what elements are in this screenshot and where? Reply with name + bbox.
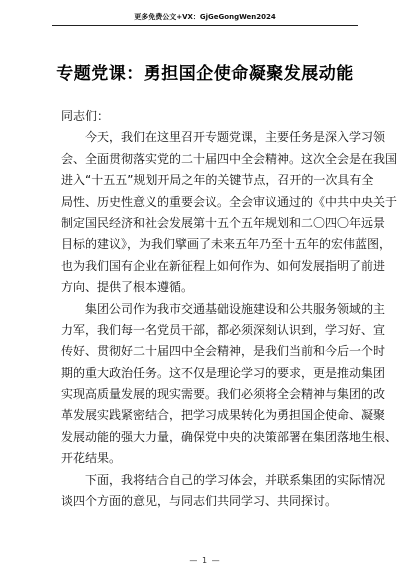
text-line: 下面，我将结合自己的学习体会，并联系集团的实际情况	[85, 472, 386, 487]
paragraph-2	[61, 299, 398, 470]
text-line: 革发展实践紧密结合，把学习成果转化为勇担国企使命、凝聚	[61, 408, 386, 423]
text-line: 制定国民经济和社会发展第十五个五年规划和二〇四〇年远景	[61, 215, 386, 230]
page-number: — 1 —	[189, 556, 221, 565]
text-line: 会、全面贯彻落实党的二十届四中全会精神。这次全会是在我国	[61, 151, 398, 166]
text-line: 局性、历史性意义的重要会议。全会审议通过的《中共中央关于	[61, 194, 398, 209]
text-line: 期的重大政治任务。这不仅是理论学习的要求，更是推动集团	[61, 365, 386, 380]
text-line: 发展动能的强大力量，确保党中央的决策部署在集团落地生根、	[61, 429, 398, 444]
text-line: 实现高质量发展的现实需要。我们必须将全会精神与集团的改	[61, 387, 386, 402]
text-line: 也为我们国有企业在新征程上如何作为、如何发展指明了前进	[61, 258, 386, 273]
text-line: 进入“十五五”规划开局之年的关键节点，召开的一次具有全	[61, 173, 374, 188]
document-body	[61, 106, 398, 512]
text-line: 力军，我们每一名党员干部，都必须深刻认识到，学习好、宣	[61, 322, 386, 337]
text-line: 开花结果。	[61, 451, 122, 466]
salutation: 同志们：	[61, 109, 110, 123]
header-note: 更多免费公文+VX：GjGeGongWen2024	[134, 13, 276, 21]
document-title: 专题党课：勇担国企使命凝聚发展动能	[56, 64, 354, 84]
text-line: 谈四个方面的意见，与同志们共同学习、共同探讨。	[61, 494, 338, 509]
text-line: 集团公司作为我市交通基础设施建设和公共服务领域的主	[85, 301, 386, 316]
paragraph-1	[61, 127, 398, 298]
header-divider	[52, 25, 358, 26]
text-line: 目标的建议》，为我们擘画了未来五年乃至十五年的宏伟蓝图，	[61, 237, 392, 252]
paragraph-3	[61, 470, 386, 513]
text-line: 传好、贯彻好二十届四中全会精神，是我们当前和今后一个时	[61, 344, 386, 359]
text-line: 今天，我们在这里召开专题党课，主要任务是深入学习领	[85, 130, 386, 145]
text-line: 方向、提供了根本遵循。	[61, 280, 194, 295]
